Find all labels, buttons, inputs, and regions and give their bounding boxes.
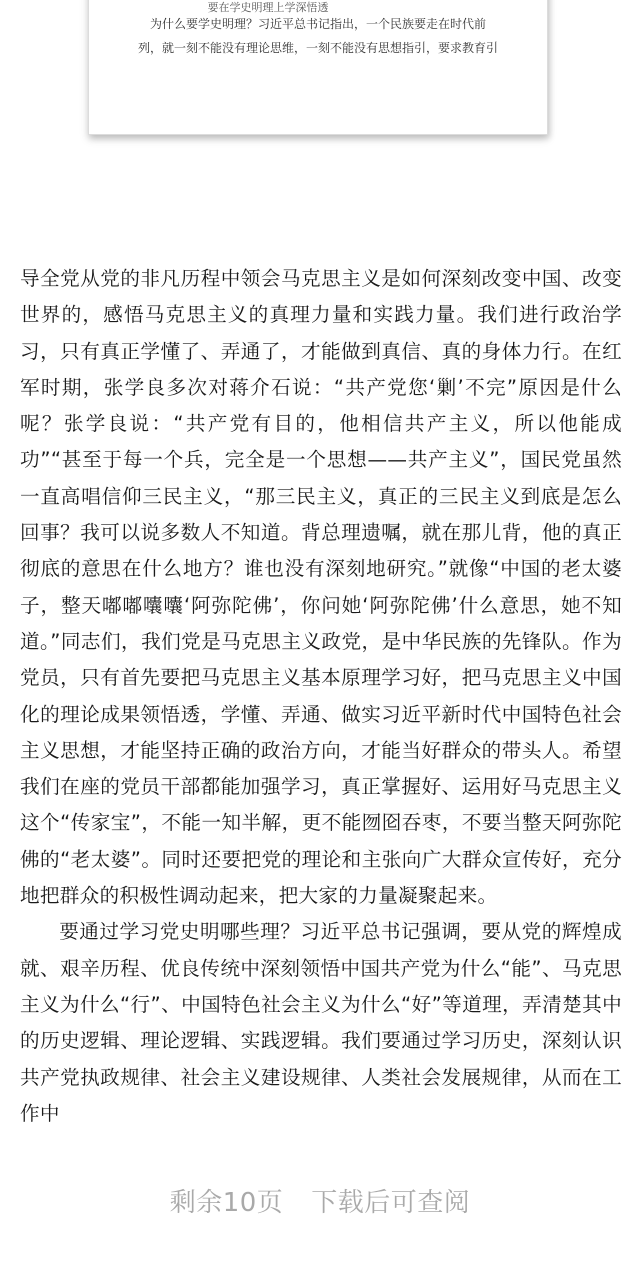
card-text-line: 列，就一刻不能没有理论思维，一刻不能没有思想指引，要求教育引: [137, 41, 498, 55]
card-heading: 要在学史明理上学深悟透: [207, 1, 329, 14]
article-body: [20, 261, 622, 1132]
article-paragraph: 要通过学习党史明哪些理？习近平总书记强调，要从党的辉煌成就、艰辛历程、优良传统中深刻领悟中国共产党为什么“能”、马克思主义为什么“行”、中国特色社会主义为什么“好”等道理，弄清楚其中的历史逻辑、理论逻辑、实践逻辑。我们要通过学习历史，深刻认识共产党执政规律、社会主义建设规律、人类社会发展规律，从而在工作中: [20, 920, 622, 1125]
card-text-line: 为什么要学史明理？习近平总书记指出，一个民族要走在时代前: [149, 17, 486, 31]
document-preview-card: [88, 0, 548, 135]
download-to-view-label: 下载后可查阅: [311, 1188, 471, 1218]
remaining-pages-label: 剩余10页: [169, 1188, 284, 1218]
article-paragraph: 导全党从党的非凡历程中领会马克思主义是如何深刻改变中国、改变世界的，感悟马克思主义的真理力量和实践力量。我们进行政治学习，只有真正学懂了、弄通了，才能做到真信、真的身体力行。在红军时期，张学良多次对蒋介石说：“共产党您‘剿’不完”原因是什么呢？张学良说：“共产党有目的，他相信共产主义，所以他能成功”“甚至于每一个兵，完全是一个思想——共产主义”，国民党虽然一直高唱信仰三民主义，“那三民主义，真正的三民主义到底是怎么回事？我可以说多数人不知道。背总理遗嘱，就在那儿背，他的真正彻底的意思在什么地方？谁也没有深刻地研究。”就像“中国的老太婆子，整天嘟嘟囔囔‘阿弥陀佛’，你问她‘阿弥陀佛’什么意思，她不知道。”同志们，我们党是马克思主义政党，是中华民族的先锋队。作为党员，只有首先要把马克思主义基本原理学习好，把马克思主义中国化的理论成果领悟透，学懂、弄通、做实习近平新时代中国特色社会主义思想，才能坚持正确的政治方向，才能当好群众的带头人。希望我们在座的党员干部都能加强学习，真正掌握好、运用好马克思主义这个“传家宝”，不能一知半解，更不能囫囵吞枣，不要当整天阿弥陀佛的“老太婆”。同时还要把党的理论和主张向广大群众宣传好，充分地把群众的积极性调动起来，把大家的力量凝聚起来。: [20, 267, 622, 908]
download-prompt[interactable]: [0, 1182, 640, 1219]
